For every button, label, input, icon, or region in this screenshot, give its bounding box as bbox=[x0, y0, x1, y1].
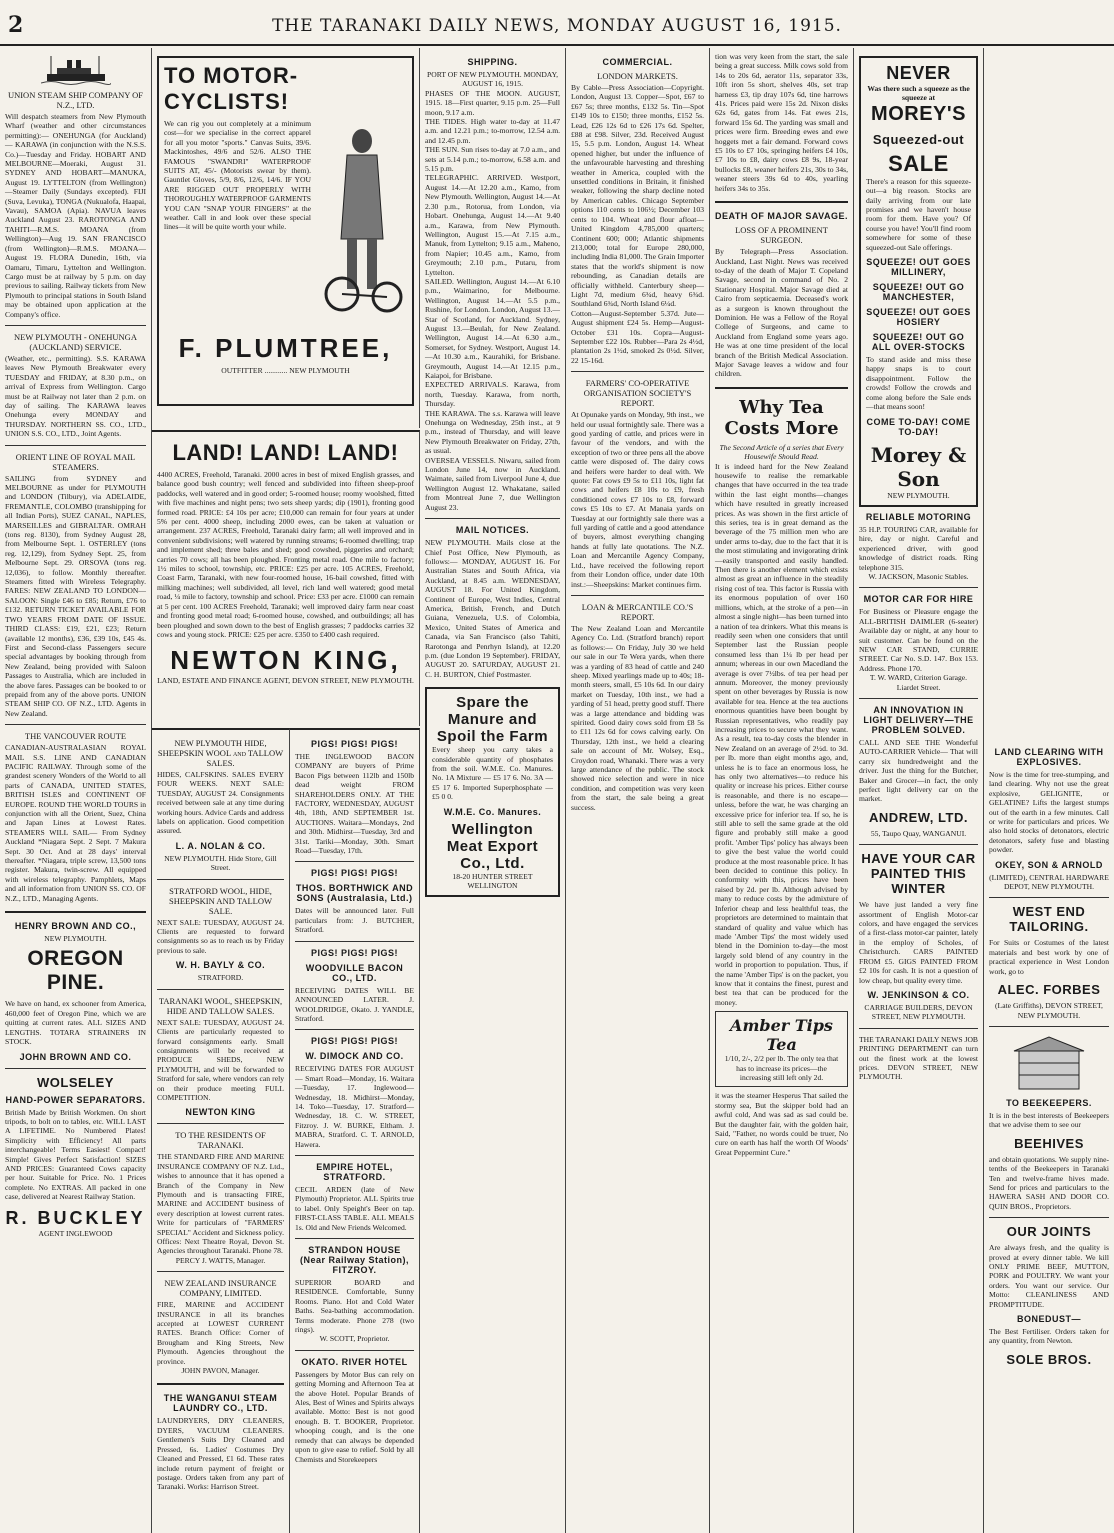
separators-heading: HAND-POWER SEPARATORS. bbox=[5, 1094, 146, 1105]
stand-aside: To stand aside and miss these happy snaps is to court disappointment. Follow the crowds! Follow the crowds and come along before the Sale ends—that means soon! bbox=[866, 355, 971, 412]
amber-tips-ad bbox=[715, 1011, 848, 1087]
column-3 bbox=[290, 728, 420, 1533]
column-2-top bbox=[152, 48, 420, 428]
andrew-ltd: ANDREW, LTD. bbox=[869, 809, 968, 825]
land-heading: LAND! LAND! LAND! bbox=[172, 440, 399, 465]
tea-sub: The Second Article of a series that Every Housewife Should Read. bbox=[719, 442, 844, 462]
forbes-sub: (Late Griffiths), DEVON STREET, NEW PLYMOUTH. bbox=[995, 1001, 1103, 1020]
port-info: PORT OF NEW PLYMOUTH. MONDAY, AUGUST 16, 1915. bbox=[427, 70, 558, 89]
tea-body: It is indeed hard for the New Zealand housewife to realise the remarkable changes that have occurred in the tea trade within the last eight months—changes which have resulted in greatly increased prices. As was shown in the first article of this series, tea is in great demand as the beverage of the 75 million men who are under arms to-day, due to the fact that it is the most stimulating and invigorating drink—easily transported and easily handled. Then there is another element which exists almost as great an influence in the steadily rising cost of tea. This factor is Russia with its enormous population of over 160 millions, which, at the stroke of a pen—in almost a single night—has been turned into a nation of tea drinkers. What this means is readily seen when one considers that until September last the Russian people consumed less than 1¼ lb per head per annum; whereas in our own Macedland the average is over 7½lbs. of tea per head per annum. Moreover, the money previously spent on other beverages by Russia is now available for tea. Hence at the tea auctions enormous quantities have been bought by Russian representatives, who readily pay increasing prices to secure what they want. As a result, tea to-day costs the blender in New Zealand on an average of 2½d. to 3d. per lb. more than eight months ago, and, unless he is to face an enormous loss, he has only two alternatives—to reduce his quality or increase his prices. Either course is reasonable, and there is no escape—unless, before the war, he was charging an excessive price for inferior tea. If so, he is still able to sell the same grade at the old figure and probably still make a good profit. 'Amber Tips' policy has always been to give the best value the world could produce at the most reasonable price. It has been decided to continue this policy. In conformity with this, prices have been raised by 2d. per lb. Although advised by many to reduce costs by the admixture of Inferior cheap and less healthful teas, the proprietors are determined to maintain that standard of quality and value which has made 'Amber Tips' the most widely used blend in the Dominion to-day—the most largely sold blend of any country in the world in proportion to population. Thus, if the name 'Amber Tips' is on the packet, you know that it contains the finest, purest and best tea that can be produced for the money. bbox=[715, 461, 848, 1007]
have-car-painted: HAVE YOUR CAR PAINTED THIS WINTER bbox=[861, 851, 976, 897]
borthwick-title: THOS. BORTHWICK AND SONS (Australasia, Ltd.) bbox=[295, 883, 414, 904]
column-7 bbox=[854, 48, 984, 1533]
pigs-heading-3: PIGS! PIGS! PIGS! bbox=[310, 947, 398, 958]
amber-tips-logo: Amber Tips Tea bbox=[730, 1016, 833, 1055]
squeeze-manchester: SQUEEZE! OUT GO MANCHESTER, bbox=[872, 282, 965, 303]
john-brown: JOHN BROWN AND CO. bbox=[19, 1051, 132, 1062]
amber-tips-body: 1/10, 2/-, 2/2 per lb. The only tea that has to increase its prices—the increasing still left only 2d. bbox=[724, 1054, 839, 1082]
hides-title: NEW PLYMOUTH HIDE, SHEEPSKIN WOOL and TALLOW SALES. bbox=[157, 738, 284, 768]
land-body: 4400 ACRES, Freehold, Taranaki. 2000 acres in best of mixed English grasses, and balance good bush country; well fenced and subdivided into fifteen sheep-proof paddocks, well watered and in good order; 5-roomed house; roomy woolshed, fitted with five machines and night pens; two sets sheep yards; dip (1901), fronting good formed road. PRICE: £4 10s per acre; £10,000 can remain for four years at under 5% per cent. 4000 sheep, including 2000 ewes, can be taken at valuation or arrangement. 237 ACRES, Freehold, Taranaki dairy farm; all well improved and in convenient subdivisions; well watered by running streams; 6-roomed dwelling; trap and implement shed; three bales and shed; good cowshed, piggeries and orchard; carries 70 cows; all has been ploughed. Fronting metal road. One mile to factory; 1½ miles to school, township, etc. PRICE: £25 per acre. 105 ACRES, Freehold, Coast Farm, Taranaki, with new four-roomed house, 16-bail cowshed, fitted with milking machines; well subdivided, all level, rich land well watered; good metal road, ¼ mile to factory, township and school. Price: £33 per acre. £1000 can remain at 5 per cent. 100 ACRES Freehold, Taranaki; well improved dairy farm near coast and fronting good metal road; 6-roomed house, cowshed, and outbuildings; all has been ploughed and sown down to the best of English grasses; 7 paddocks carries 32 cows and young stock. PRICE: £25 per acre. £350 to £400 cash required. bbox=[157, 470, 414, 639]
tdn-job-printing: THE TARANAKI DAILY NEWS JOB PRINTING DEPARTMENT can turn out the finest work at the lowest prices. DEVON STREET, NEW PLYMOUTH. bbox=[859, 1034, 978, 1082]
shipping-heading: SHIPPING. bbox=[467, 57, 518, 67]
okey-sub: (LIMITED), CENTRAL HARDWARE DEPOT, NEW PLYMOUTH. bbox=[989, 872, 1109, 892]
newspaper-page bbox=[0, 48, 1114, 1533]
wellington-meat: Wellington Meat Export Co., Ltd. bbox=[446, 820, 539, 872]
bonedust-heading: BONEDUST— bbox=[1016, 1314, 1081, 1324]
manure-body: Every sheep you carry takes a considerable quantity of phosphates from the soil. W.M.E. Co. Manures. No. 1A Mixture — £5 17 6. No. 3A — £5 17 6. Imported Superphosphate — £5 0 0. bbox=[432, 745, 553, 802]
nolan-sub: NEW PLYMOUTH. Hide Store, Gill Street. bbox=[164, 853, 277, 873]
nolan-name: L. A. NOLAN & CO. bbox=[175, 840, 266, 851]
mail-heading: MAIL NOTICES. bbox=[455, 525, 530, 536]
beekeepers-body: It is in the best interests of Beekeepers that we advise them to see our bbox=[989, 1110, 1109, 1130]
bacon-body: THE INGLEWOOD BACON COMPANY are buyers of Prime Bacon Pigs between 112lb and 150lb dead weight FROM SHAREHOLDERS ONLY. AT THE FACTORY, WEDNESDAY, AUGUST 4th, 18th, AND SEPTEMBER 1st. AUCTIONS. Waitara—Mondays, 2nd and 30th. Midhirst—Tuesday, 3rd and 31st. Tariki—Monday, 30th. Smart Road—Tuesday, 17th. bbox=[295, 752, 414, 856]
motor-hire-heading: MOTOR CAR FOR HIRE bbox=[863, 594, 974, 605]
woodville-title: WOODVILLE BACON CO., LTD. bbox=[305, 962, 404, 983]
wolseley-body: British Made by British Workmen. On short tripods, to bolt on to tables, etc. WILL LAST A LIFETIME. No Numbered Plates! Simplicity with Efficiency! All parts interchangeable! Terms Easiest! Compact! Simple! Gives Perfect Satisfaction! SIZES AND PRICES: Guaranteed Cows capacity per hour. Suitable for Price. No. 1 Prices complete. No EXTRAS. All packed in one case, delivered at Nearest Railway Station. bbox=[5, 1107, 146, 1202]
woodville-body: RECEIVING DATES WILL BE ANNOUNCED LATER. J. WOOLDRIDGE, Okato. J. YANDLE, Stratford. bbox=[295, 985, 414, 1023]
moreys-sale-ad bbox=[859, 56, 978, 507]
joints-heading: OUR JOINTS bbox=[1006, 1224, 1092, 1240]
masthead bbox=[0, 0, 1114, 46]
empire-title: EMPIRE HOTEL, STRATFORD. bbox=[316, 1161, 393, 1182]
vancouver-title: THE VANCOUVER ROUTE bbox=[24, 731, 127, 742]
expected-arrivals: EXPECTED ARRIVALS. Karawa, from north, Tuesday. Karawa, from north, Thursday. bbox=[425, 380, 560, 409]
page-number: 2 bbox=[8, 12, 24, 38]
reliable-motoring: RELIABLE MOTORING bbox=[865, 511, 972, 522]
stratford-body: NEXT SALE: TUESDAY, AUGUST 24. Clients are requested to forward consignments so as to reach us by Friday previous to sale. bbox=[157, 917, 284, 955]
insurance-title: TO THE RESIDENTS OF TARANAKI. bbox=[175, 1130, 266, 1151]
savage-title: DEATH OF MAJOR SAVAGE. bbox=[715, 211, 849, 222]
moon-phases: PHASES OF THE MOON. AUGUST, 1915. 18—First quarter, 9.15 p.m. 25—Full moon, 9.17 a.m. bbox=[425, 88, 560, 117]
okey-name: OKEY, SON & ARNOLD bbox=[995, 859, 1103, 870]
pavon-sign: JOHN PAVON, Manager. bbox=[181, 1366, 260, 1376]
forbes-name: ALEC. FORBES bbox=[997, 982, 1101, 998]
bayly-sub: STRATFORD. bbox=[197, 973, 244, 983]
column-2-land bbox=[152, 430, 420, 726]
orient-title: ORIENT LINE OF ROYAL MAIL STEAMERS. bbox=[15, 451, 136, 472]
karawa: THE KARAWA. The s.s. Karawa will leave Onehunga on Wednesday, 25th inst., at 9 p.m., instead of Thursday, and will leave New Plymouth Breakwater on Friday, 27th, as usual. bbox=[425, 408, 560, 456]
savage-body: By Telegraph—Press Association. Auckland, Last Night. News was received to-day of the death of Major T. Copeland Savage, second in command of No. 2 Stationary Hospital. Major Savage died at Cairo from septicaemia. Deceased's work as a surgeon is known throughout the Dominion. He was a Fellow of the Royal College of Surgeons, and came to Auckland from England some years ago. He was at one time president of the local branch of the British Medical Association. Major Savage leaves a widow and four children. bbox=[715, 247, 848, 379]
usc-body: Will despatch steamers from New Plymouth Wharf (weather and other circumstances permitting):— ONEHUNGA (for Auckland)— KARAWA (in conjunction with the N.S.S. Co.)—Tuesday and Friday. HOBART AND MELBOURNE—Moeraki, August 31. SYDNEY AND HOBART—MANUKA, August 19. LYTTELTON (from Wellington)—Steamer Daily (Sundays excepted). FIJI (Suva, Levuka), TONGA (Nukualofa, Haapai, Vavau), SAMOA (Apia). NAVUA leaves Auckland August 23. RAROTONGA AND TAHITI—R.M.S. MOANA (from Wellington)—Aug 19. SAN FRANCISCO (from Wellington)—R.M.S. MOANA—August 19. FLORA Dunedin, 16th, via Oamaru, Timaru, Lyttelton and Wellington. Cargo must be at railway by 5 p.m. on day previous to sailing. Railway tickets from New Plymouth to principal stations in South Island may be obtained upon application at the Company's office. bbox=[5, 112, 146, 319]
wellington-sub: 18-20 HUNTER STREET WELLINGTON bbox=[452, 871, 533, 891]
morey-son-logo: Morey & Son bbox=[870, 442, 967, 491]
london-markets: LONDON MARKETS. bbox=[597, 71, 678, 81]
squeeze-line: Was there such a squeeze as the squeeze at bbox=[867, 84, 970, 103]
plumtree-name: F. PLUMTREE, bbox=[178, 333, 393, 363]
henry-brown-sub: NEW PLYMOUTH. bbox=[44, 934, 107, 944]
nz-insurance-title: NEW ZEALAND INSURANCE COMPANY, LIMITED. bbox=[164, 1278, 277, 1299]
strandon-body: SUPERIOR BOARD and RESIDENCE. Comfortable, Sunny Rooms. Piano. Hot and Cold Water Baths. Sea-bathing accommodation. Terms moderate. Phone 278 (two rings). bbox=[295, 1278, 414, 1335]
strandon-title: STRANDON HOUSE (Near Railway Station), FITZROY. bbox=[299, 1245, 410, 1275]
wme-name: W.M.E. Co. Manures. bbox=[443, 806, 542, 817]
innovation-heading: AN INNOVATION IN LIGHT DELIVERY—THE PROBLEM SOLVED. bbox=[863, 705, 974, 735]
pigs-heading-1: PIGS! PIGS! PIGS! bbox=[310, 739, 398, 749]
squeezed-out-heading: Squeezed-out bbox=[872, 131, 965, 147]
land-clearing-body: Now is the time for tree-stumping, and land clearing. Why not use the great explosive, GELIGNITE, or GELATINE? Lifts the largest stumps out of the earth in a few minutes. Call or write for particulars and prices. We also hold stocks of detonators, electric detonators, safety fuse and blasting powder. bbox=[989, 770, 1109, 855]
empire-body: CECIL ARDEN (late of New Plymouth) Proprietor. ALL Spirits true to label. Only Speight's Beer on tap. FIRST-CLASS TABLE. ALL MEALS 1s. Old and New Friends Welcomed. bbox=[295, 1184, 414, 1232]
scott-sign: W. SCOTT, Proprietor. bbox=[319, 1334, 390, 1344]
andrew-sub: 55, Taupo Quay, WANGANUI. bbox=[870, 828, 967, 838]
laundry-body: LAUNDRYERS, DRY CLEANERS, DYERS, VACUUM CLEANERS. Gentlemen's Suits Dry Cleaned and Pressed, 6s. Ladies' Costumes Dry Cleaned and Pressed, £1 6d. These rates include return payment of freight or postage. Orders taken from any part of Taranaki. Works: Harrison Street. bbox=[157, 1416, 284, 1492]
loan-body: The New Zealand Loan and Mercantile Agency Co. Ltd. (Stratford branch) report as follows:— On Friday, July 30 we held our sale in our Te Wera yards, when there was a yarding of 83 head of cattle and 240 sheep. Mixed yearlings made up to 40s; 18-month steers, small, £5 10s 6d. In our dairy market on Tuesday, 10th inst., we had a yarding of 51 head, pretty good stuff. There was a large attendance and bidding was spirited. Good dairy cows sold from £8 5s to £11 12s 6d for cows calving early. On Thursday, 12th inst., we held a clearing sale on account of Mr. Wolsey, Esq., Croydon road, Whanaki. There was a very large attendance of the public. The stock showed nice selection and were in nice condition, and competition was very keen from the start, the sale being a great success. bbox=[571, 623, 704, 812]
column-2b bbox=[152, 728, 290, 1533]
come-today: COME TO-DAY! COME TO-DAY! bbox=[866, 416, 971, 437]
sale-body: There's a reason for this squeeze-out—a big reason. Stocks are daily arriving from our late promises and we haven't house room for them. Have you? Of course you have! You'll find room somewhere for some of these squeezed-out Sale offerings. bbox=[866, 176, 971, 252]
plumtree-sub: OUTFITTER ............ NEW PLYMOUTH bbox=[221, 366, 350, 375]
joints-body: Are always fresh, and the quality is proved at every dinner table. We kill ONLY PRIME BEEF, MUTTON, PORK and POULTRY. We want your orders. You want our service. Our Motto: CLEANLINESS AND PROMPTITUDE. bbox=[989, 1243, 1109, 1309]
column-8-spacer bbox=[989, 52, 1109, 742]
tides: THE TIDES. High water to-day at 11.47 a.m. and 12.21 p.m.; to-morrow, 12.54 a.m. and 12.45 p.m. bbox=[425, 117, 560, 145]
laundry-title: THE WANGANUI STEAM LAUNDRY CO., LTD. bbox=[163, 1393, 278, 1414]
np-onehunga-body: (Weather, etc., permitting). S.S. KARAWA leaves New Plymouth Breakwater every TUESDAY and FRIDAY, at 8.30 p.m., on arrival of Express from Wellington. Cargo must be at Railway not later than 2 p.m. on day of sailing. The KARAWA leaves Onehunga every MONDAY and THURSDAY. NORTHERN SS. CO., LTD., UNION S.S. CO., LTD., Joint Agents. bbox=[5, 353, 146, 439]
morey-np: NEW PLYMOUTH. bbox=[887, 490, 950, 500]
taranaki-sales-body: NEXT SALE: TUESDAY, AUGUST 24. Clients are particularly requested to forward consignments early. Small consignments will be received at PRODUCE SHEDS, NEW PLYMOUTH, and will be forwarded to Stratford for sale, where vendors can rely on their produce meeting FULL COMPETITION. bbox=[157, 1017, 284, 1102]
tailoring-heading: WEST END TAILORING. bbox=[1009, 904, 1089, 935]
have-body: We have just landed a very fine assortment of English Motor-car colors, and have engaged the services of a first-class motor-car painter, lately in the employ of Scholes, of Christchurch. CARS PAINTED FROM £5. GIGS PAINTED FROM £2 10s for cash. It is not a question of low cheap, but quality every time. bbox=[859, 900, 978, 985]
sole-bros: SOLE BROS. bbox=[1006, 1351, 1092, 1367]
manure-title: Spare the Manure and Spoil the Farm bbox=[436, 694, 549, 746]
river-hotel-body: Passengers by Motor Bus can rely on getting Morning and Afternoon Tea at the above Hotel. Popular Brands of Ales, Best of Wines and Spirits always available. Motto: Best is not good enough. B. T. BOOKER, Proprietor. whooping cough, and is the one remedy that can always be depended upon to give ease to relief. Sold by all Chemists and Storekeepers bbox=[295, 1369, 414, 1464]
beekeepers-heading: TO BEEKEEPERS. bbox=[1006, 1097, 1092, 1108]
jenkinson-name: W. JENKINSON & CO. bbox=[867, 989, 970, 1000]
bonedust-body: The Best Fertiliser. Orders taken for any quantity, from Newton. bbox=[989, 1327, 1109, 1346]
oversea-vessels: OVERSEA VESSELS. Niwaru, sailed from London June 14, now in Auckland. Waimate, sailed from Liverpool June 4, due Wellington August 12. Whakatane, sailed from Montreal June 7, due Wellington August 23. bbox=[425, 455, 560, 512]
never-heading: NEVER bbox=[886, 63, 951, 83]
buckley-name: R. BUCKLEY bbox=[5, 1207, 146, 1228]
sun: THE SUN. Sun rises to-day at 7.0 a.m., and sets at 5.14 p.m.; to-morrow, 6.58 a.m. and 5.15 p.m. bbox=[425, 145, 560, 174]
squeeze-millinery: SQUEEZE! OUT GOES MILLINERY, bbox=[866, 257, 971, 278]
pigs-heading-2: PIGS! PIGS! PIGS! bbox=[310, 868, 398, 879]
newton-king-heading: NEWTON KING, bbox=[170, 645, 401, 676]
newton-king-2: NEWTON KING bbox=[185, 1107, 256, 1118]
motor-cyclists-title: TO MOTOR-CYCLISTS! bbox=[164, 63, 299, 114]
jenkinson-sub: CARRIAGE BUILDERS, DEVON STREET, NEW PLYMOUTH. bbox=[864, 1002, 973, 1022]
motor-cyclists-ad bbox=[157, 56, 414, 406]
wolseley-heading: WOLSELEY bbox=[37, 1074, 114, 1090]
watts-sign: PERCY J. WATTS, Manager. bbox=[175, 1255, 266, 1265]
loan-title: LOAN & MERCANTILE CO.'S REPORT. bbox=[581, 601, 694, 622]
cotton-prices: Cotton—August-September 5.37d. Jute—August shipment £24 5s. Hemp—August-October £31 10s. Copra—August-September £22 10s. Rubber—Para 2s 4½d, plantation 2s 1½d, smoked 2s 0½d. Silver, 22 15-16d. bbox=[571, 308, 704, 365]
newton-king-sub: LAND, ESTATE AND FINANCE AGENT, DEVON STREET, NEW PLYMOUTH. bbox=[157, 676, 414, 686]
oregon-pine-heading: OREGON PINE. bbox=[27, 947, 124, 995]
buckley-sub: AGENT INGLEWOOD bbox=[38, 1228, 113, 1238]
column-1 bbox=[0, 48, 152, 1533]
ward-sign: T. W. WARD, Criterion Garage. Liardet Street. bbox=[869, 673, 968, 692]
sale-heading: SALE bbox=[888, 150, 949, 176]
orient-body: SAILING from SYDNEY and MELBOURNE as under for PLYMOUTH and LONDON (Tilbury), via ADELAIDE, FREMANTLE, COLOMBO (transhipping for all Indian Ports), SUEZ CANAL, NAPLES, MARSEILLES and GIBRALTAR. OMRAH (tons reg. 8130), from Sydney August 28, from Melbourne Sept. 1. OSTERLEY (tons reg. 12,129), from Sydney Sept. 25, from Melbourne Sept. 29. ORSOVA (tons reg. 12,036), to follow. Monthly thereafter. Steamers fitted with Wireless Telegraphy. FARES: NEW ZEALAND TO LONDON—SALOON: Single £46 to £85; Return, £76 to £132. RETURN TICKET AVAILABLE FOR TWO YEARS FROM DATE OF ISSUE. THIRD CLASS: £19, £21, £23; Return (available 12 months), £36, £39 10s, £45 4s. First and Second-class Passengers secure special advantages by booking through from New Zealand, being provided with Saloon Passages to Australia, which are included in the above fares. Passages can be booked to or prepaid from any of the above ports. UNION STEAM SHIP CO. OF N.Z., LTD. Agents in New Zealand. bbox=[5, 473, 146, 718]
vancouver-body: CANADIAN-AUSTRALASIAN ROYAL MAIL S.S. LINE AND CANADIAN PACIFIC RAILWAY. Through some of the grandest scenery Wonders of the World to all parts of CANADA, UNITED STATES, BRITISH ISLES and CONTINENT OF EUROPE. ROUND THE WORLD TOURS in conjunction with all the Orient, Suez, China and Japan Lines at Lowest Rates. STEAMERS WILL SAIL— From Sydney Auckland *Niagara Sept. 2 Sept. 7 Makura Sept. 30 Oct. And at 28 days' interval thereafter. *Niagara, triple screw, 13,500 tons register. Makura, twin-screw. All equipped with wireless telegraphy. Pamphlets, Maps and all information from UNION SS. CO. OF N.Z., LTD., Managing Agents. bbox=[5, 743, 146, 903]
hides-body: HIDES, CALFSKINS. SALES EVERY FOUR WEEKS. NEXT SALE: TUESDAY, AUGUST 24. Consignments received between sale at any time during working hours. Advice Cards and address labels on application. Good competition assured. bbox=[157, 770, 284, 836]
innovation-body: CALL AND SEE THE Wonderful AUTO-CARRIER Vehicle— That will carry six hundredweight and the driver. Just the thing for the Butcher, Baker and Grocer—in fact, the only perfect light delivery car on the market. bbox=[859, 738, 978, 804]
farmers-title: FARMERS' CO-OPERATIVE ORGANISATION SOCIETY'S REPORT. bbox=[583, 378, 692, 409]
bayly-name: W. H. BAYLY & CO. bbox=[175, 960, 266, 971]
reliable-body: 35 H.P. TOURING CAR, available for hire, day or night. Careful and experienced driver, with good knowledge of district roads. Ring telephone 315. bbox=[859, 524, 978, 572]
steamship-icon bbox=[41, 54, 111, 86]
column-4 bbox=[420, 48, 566, 1533]
insurance-body: THE STANDARD FIRE AND MARINE INSURANCE COMPANY OF N.Z. Ltd., wishes to announce that it has opened a Branch of the Company in New Plymouth and is transacting FIRE, MARINE and ACCIDENT business of every description at lowest current rates. Write for particulars of "FARMERS' SPECIAL" Accident and Sickness policy. Offices: Next Theatre Royal, Devon St. Agencies throughout Taranaki. Phone 78. bbox=[157, 1152, 284, 1256]
cont-body: tion was very keen from the start, the sale being a great success. Milk cows sold from 14s to 20s 6d, aerator 11s, separator 33s, 10ft iron 5s short, shelves 40s, set trap harness £3, tip dray 107s 6d, tine harrows 41s. Prices paid were 15s 2d. Nixon disks 62s 6d, gates from 14s. Fat ewes 21s, forward 15s 6d. The yarding was small and prices were firm. Breeding ewes and ewe hoggets met a fair demand. Forward cows £5 10s to £7 10s, springing heifers £4 10s, £7 10s to £8, dairy cows £8 9s, 18-year bullocks £8, weaner heifers 21s, 30s to 34s, weaner steers 39s 6d to 40s, yearling heifers 34s to 35s. bbox=[715, 52, 848, 193]
beehives-heading: BEEHIVES bbox=[1014, 1135, 1084, 1151]
river-hotel-title: OKATO. RIVER HOTEL bbox=[301, 1356, 408, 1367]
oregon-body: We have on hand, ex schooner from America, 460,000 feet of Oregon Pine, which we are quitting at current rates. ALL SIZES AND LENGTHS. TOTARA STRAINERS IN STOCK. bbox=[5, 999, 146, 1047]
savage-sub: LOSS OF A PROMINENT SURGEON. bbox=[735, 225, 828, 246]
usc-title: UNION STEAM SHIP COMPANY OF N.Z., LTD. bbox=[7, 90, 144, 110]
column-8 bbox=[984, 48, 1114, 1533]
taranaki-sales-title: TARANAKI WOOL, SHEEPSKIN, HIDE AND TALLOW SALES. bbox=[158, 995, 283, 1016]
stratford-title: STRATFORD WOOL, HIDE, SHEEPSKIN AND TALLOW SALE. bbox=[168, 885, 273, 916]
newspaper-title: THE TARANAKI DAILY NEWS, MONDAY AUGUST 16, 1915. bbox=[272, 16, 842, 36]
squeeze-overstocks: SQUEEZE! OUT GO ALL OVER-STOCKS bbox=[871, 332, 966, 353]
dimock-body: RECEIVING DATES FOR AUGUST— Smart Road—Monday, 16. Waitara—Tuesday, 17. Inglewood—Wednesday, 18. Midhirst—Monday, 14. Toko—Tuesday, 17. Stratford—Wednesday, 18. C. W. STREET, Fitzroy. J. W. BURKE, Eltham. J. MABRA, Stratford. C. T. ARNOLD, Hawera. bbox=[295, 1064, 414, 1149]
squeeze-hosiery: SQUEEZE! OUT GOES HOSIERY bbox=[866, 307, 971, 328]
sailed: SAILED. Wellington, August 14.—At 6.10 p.m., Waimarino, for Melbourne. Wellington, August 14.—At 5.5 p.m., Rushine, for London. London, August 13.—Star of Scotland, for Auckland. Sydney, August 13.—Beulah, for New Zealand. Wellington, August 14.—At 6.30 a.m., Somerset, for Sydney. Westport, August 14.—At 10.30 a.m., Kaurahiki, for Brisbane. Greymouth, August 14.—At 12.15 p.m., Kaiapoi, for Brisbane. bbox=[425, 276, 560, 380]
commercial-heading: COMMERCIAL. bbox=[602, 57, 673, 67]
tailoring-body: For Suits or Costumes of the latest materials and best work by one of practical experience in West London work, go to bbox=[989, 938, 1109, 976]
land-clearing-heading: LAND CLEARING WITH EXPLOSIVES. bbox=[994, 747, 1104, 767]
hesperus-verse: it was the steamer Hesperus That sailed the stormy sea, But the skipper bold had an awful cold, And was sad as sad could be. But the daughter fair, with the golden hair, Said, "Father, no words could be truer, No cure on earth has half the worth Of Woods' Great Peppermint Cure." bbox=[715, 1091, 848, 1157]
telegraphic: TELEGRAPHIC. ARRIVED. Westport, August 14.—At 12.20 a.m., Kamo, from New Plymouth. Wellington, August 14.—At 2.30 p.m., Rotorua, from London, via Hobart. Onehunga, August 14.—At 9.40 a.m., Karawa, from New Plymouth. Wellington, August 15.—At 7.15 a.m., Manuk, from Lyttelton; 9.15 a.m., Maheno, from Napier; 10.45 a.m., Kamo, from Greymouth; 2.10 p.m., Putaru, from Lyttelton. bbox=[425, 173, 560, 277]
pigs-heading-4: PIGS! PIGS! PIGS! bbox=[310, 1036, 398, 1047]
dimock-title: W. DIMOCK AND CO. bbox=[305, 1051, 404, 1062]
farmers-body: At Opunake yards on Monday, 9th inst., we held our usual fortnightly sale. There was a good yarding of cattle, and prices were in favour of the vendors, and with the exception of two or three pens all the above cattle were disposed of. The dairy cows and heifers were harder to deal with. We quote: Fat cows £9 5s to £11 10s, light fat cows and heifers £8 10s to £9, fresh conditioned cows £7 10s to £8, forward cows £5 10s to £7. At Manaia yards on Tuesday at our fortnightly sale there was a full yarding of cattle and a good attendance of buyers, almost everything changing hands at fully late quotations. The N.Z. Loan and Mercantile Agency Company, Ltd., have received the following report from their London office, under date 10th inst.:—Sheepskins: Market continues firm. bbox=[571, 410, 704, 589]
henry-brown-title: HENRY BROWN AND CO., bbox=[14, 921, 137, 932]
beehives-body: and obtain quotations. We supply nine-tenths of the Beekeepers in Taranaki Ten and twelve-frame hives made. Send for prices and particulars to the HAWERA SASH AND DOOR CO. QUIN BROS., Proprietors. bbox=[989, 1154, 1109, 1211]
tea-title: Why Tea Costs More bbox=[724, 396, 839, 439]
column-6 bbox=[710, 48, 854, 1533]
jackson-sign: W. JACKSON, Masonic Stables. bbox=[868, 571, 969, 581]
motor-cyclists-body: We can rig you out completely at a minimum cost—for we specialise in the correct apparel for all you motor "sports." Canvas Suits, 39/6. Mackintoshes, 49/6 and 52/6. ALSO THE FAMOUS "SWANDRI" WATERPROOF SUITS AT, 45/- (Motorists swear by them). Gauntlet Gloves, 5/9, 8/6, 12/6, 14/6. IF YOU ARE RIGGED OUT PROPERLY WITH THOROUGHLY WATERPROOF GARMENTS YOU CAN "SNAP YOUR FINGERS" at the weather. Call in and look over these special lines—it will be quite worth your while. bbox=[164, 119, 311, 232]
nz-insurance-body: FIRE, MARINE and ACCIDENT INSURANCE in all its branches accepted at LOWEST CURRENT RATES. Branch Office: Corner of Brougham and King Streets, New Plymouth. Agencies throughout the province. bbox=[157, 1300, 284, 1366]
np-onehunga-title: NEW PLYMOUTH - ONEHUNGA (AUCKLAND) SERVICE. bbox=[14, 331, 137, 352]
beehive-icon bbox=[1009, 1033, 1089, 1093]
motorcyclist-figure-icon bbox=[317, 119, 407, 319]
moreys-heading: MOREY'S bbox=[871, 102, 966, 125]
column-5 bbox=[566, 48, 710, 1533]
motor-hire-body: For Business or Pleasure engage the ALL-BRITISH DAIMLER (6-seater) Available day or night, at any hour to suit customer. Can be found on the NEW CAR STAND, CURRIE STREET. Car No. S.D. 147. Box 153. Address. Phone 170. bbox=[859, 607, 978, 673]
london-body: By Cable—Press Association—Copyright. London, August 13. Copper—Spot, £67 to £67 5s; three months, £132 5s. Tin—Spot £149 10s to £150; three months, £152 5s. Lead, £26 12s 6d to £26 17s 6d. Spelter, £88 at £98. Silver, 23d. Received August 15, 5.5 p.m. London, August 14. Wheat opened higher, but under the influence of the unfavourable harvesting and threshing weather in America, coupled with the unsettled conditions in Britain, it finished weaker, following the sharp decline noted by American cables. Chicago September options 110 cents to 106½; December 103 cents to 104. Wheat and flour afloat—United Kingdom 4,785,000 quarters; Continent 600; 000; Atlantic shipments 213,000; total for Europe 280,000, including India 81,000. The Grain Importer states that the world's shipment is now rebounding, as Canadian details are officially withheld. Canterbury sheep—Light 7d, medium 6¾d, heavy 6¾d. Southland 6¾d, North Island 6¼d. bbox=[571, 83, 704, 309]
mail-body: NEW PLYMOUTH. Mails close at the Chief Post Office, New Plymouth, as follows:— MONDAY, AUGUST 16. For Australian States and South Africa, via Auckland, at 8.45 a.m. WEDNESDAY, AUGUST 18. For United Kingdom, Continent of Europe, West Indies, Central America, British, French, and Dutch Guiana, Venezuela, U.S. of Colombia, Mexico, United States of America and Canada, via San Francisco (also Tahiti, Rarotonga and Penrhyn Island), at 12.20 p.m. (due London 19 September). FRIDAY, AUGUST 20. SATURDAY, AUGUST 21. C. H. BURTON, Chief Postmaster. bbox=[425, 538, 560, 679]
borthwick-body: Dates will be announced later. Full particulars from: J. BUTCHER, Stratford. bbox=[295, 906, 414, 935]
manure-ad bbox=[425, 687, 560, 897]
